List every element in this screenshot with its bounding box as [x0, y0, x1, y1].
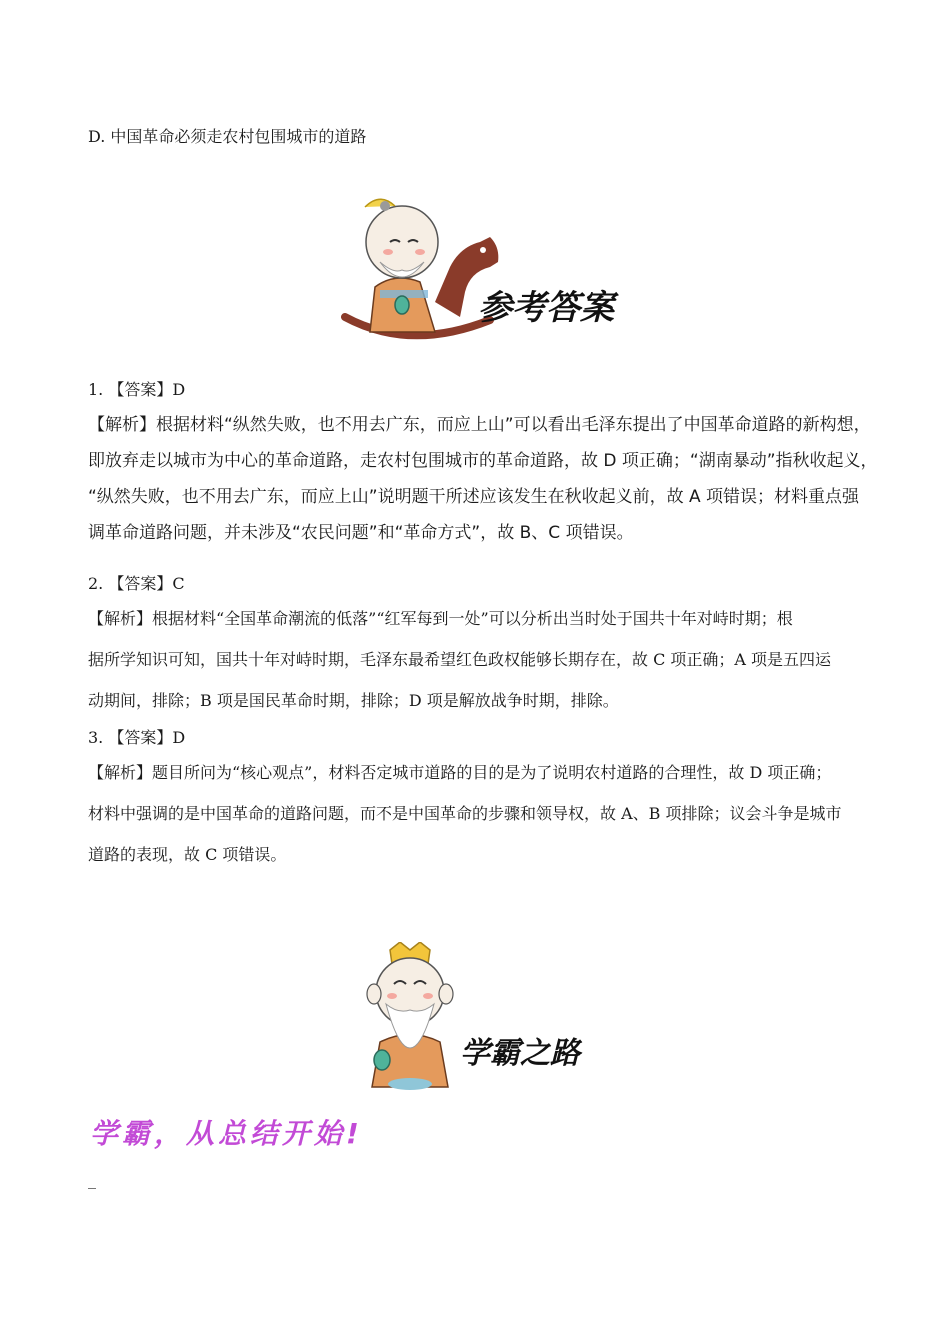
q1-analysis-line: 即放弃走以城市为中心的革命道路，走农村包围城市的革命道路，故 D 项正确；“湖南暴动”指秋收起义，: [88, 451, 878, 471]
q1-analysis-line: 调革命道路问题，并未涉及“农民问题”和“革命方式”，故 B、C 项错误。: [88, 523, 634, 543]
q3-answer: 3. 【答案】D: [88, 728, 186, 747]
q1-answer: 1. 【答案】D: [88, 380, 186, 399]
road-banner: [352, 942, 602, 1092]
option-d: D. 中国革命必须走农村包围城市的道路: [88, 127, 367, 146]
q3-analysis-line: 【解析】题目所问为“核心观点”，材料否定城市道路的目的是为了说明农村道路的合理性，故 D 项正确；: [88, 763, 832, 782]
answers-banner: [340, 192, 620, 342]
answers-banner-title: 参考答案: [478, 288, 614, 328]
road-banner-title: 学霸之路: [460, 1036, 580, 1071]
q3-analysis-line: 材料中强调的是中国革命的道路问题，而不是中国革命的步骤和领导权，故 A、B 项排除；议会斗争是城市: [88, 804, 842, 823]
slogan: 学霸，从总结开始!: [90, 1117, 363, 1150]
trailing-mark: _: [88, 1170, 96, 1189]
q2-analysis-line: 动期间，排除；B 项是国民革命时期，排除；D 项是解放战争时期，排除。: [88, 691, 619, 710]
q1-analysis-line: “纵然失败，也不用去广东，而应上山”说明题干所述应该发生在秋收起义前，故 A 项错误；材料重点强: [88, 487, 860, 507]
q2-answer: 2. 【答案】C: [88, 574, 185, 593]
q1-analysis-line: 【解析】根据材料“纵然失败，也不用去广东，而应上山”可以看出毛泽东提出了中国革命道路的新构想，: [88, 415, 871, 435]
q3-analysis-line: 道路的表现，故 C 项错误。: [88, 845, 287, 864]
q2-analysis-line: 据所学知识可知，国共十年对峙时期，毛泽东最希望红色政权能够长期存在，故 C 项正确；A 项是五四运: [88, 650, 832, 669]
q2-analysis-line: 【解析】根据材料“全国革命潮流的低落”“红军每到一处”可以分析出当时处于国共十年对峙时期；根: [88, 609, 793, 628]
